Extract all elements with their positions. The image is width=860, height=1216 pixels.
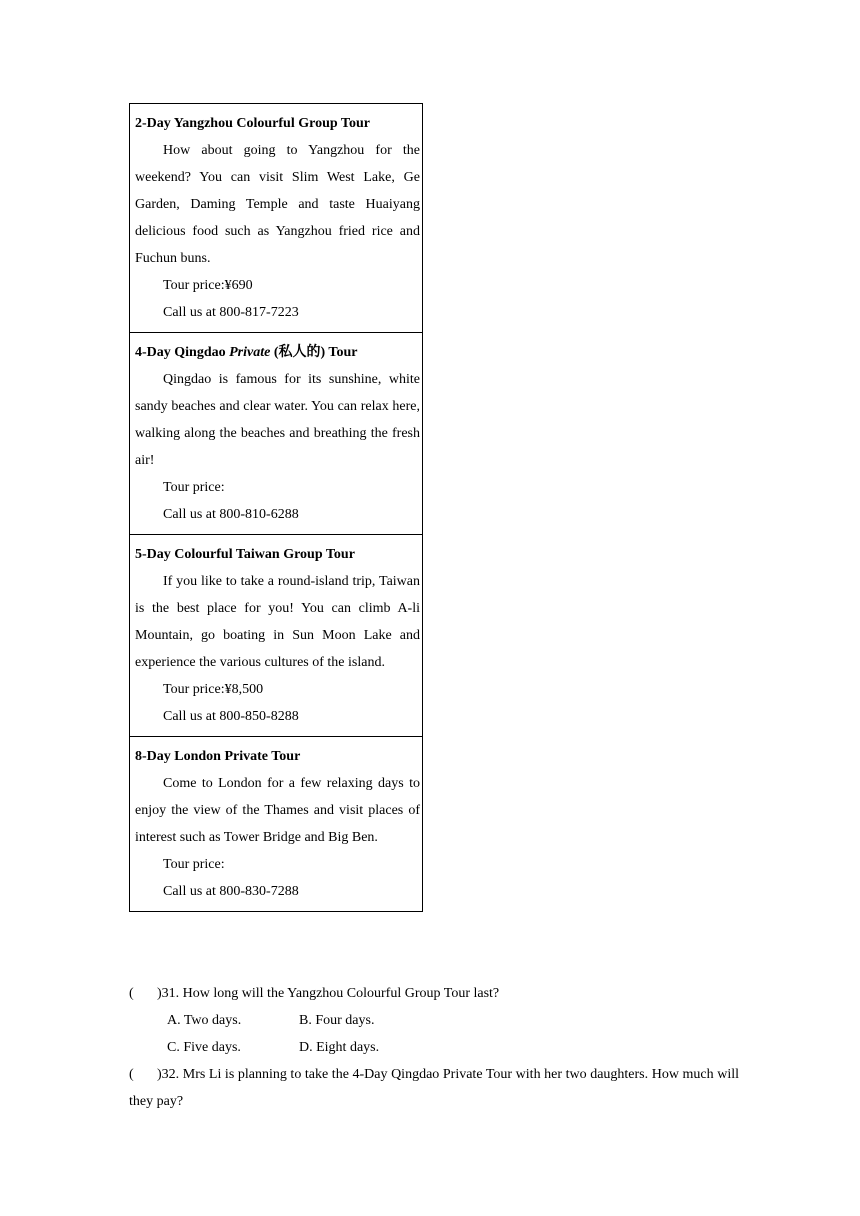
tour-title: 2-Day Yangzhou Colourful Group Tour [135, 116, 370, 131]
option-a: A. Two days. [167, 1013, 242, 1028]
options-row [129, 1007, 739, 1034]
tour-title-part2: (私人的) Tour [270, 345, 358, 360]
tour-title [135, 339, 420, 366]
tour-phone: Call us at 800-850-8288 [163, 709, 299, 724]
question-text: 31. How long will the Yangzhou Colourful Group Tour last? [161, 986, 500, 1001]
tour-cell-taiwan [130, 535, 423, 737]
tour-phone: Call us at 800-830-7288 [163, 884, 299, 899]
tour-phone: Call us at 800-810-6288 [163, 507, 299, 522]
options-row [129, 1034, 739, 1061]
tour-cell-london [130, 737, 423, 912]
option-d: D. Eight days. [299, 1040, 380, 1055]
answer-bracket[interactable]: ( [129, 986, 134, 1001]
answer-bracket-close: ) [157, 986, 162, 1001]
tour-row [130, 104, 423, 333]
tour-description: Come to London for a few relaxing days to enjoy the view of the Thames and visit places of interest such as Tower Bridge and Big Ben. [135, 776, 420, 845]
tour-row [130, 535, 423, 737]
tour-description: How about going to Yangzhou for the weekend? You can visit Slim West Lake, Ge Garden, Daming Temple and taste Huaiyang delicious food such as Yangzhou fried rice and Fuchun buns. [135, 143, 420, 266]
tour-row [130, 333, 423, 535]
tour-price: Tour price: [163, 480, 225, 495]
tour-cell-qingdao [130, 333, 423, 535]
answer-bracket-close: ) [157, 1067, 162, 1082]
tour-price: Tour price: [163, 857, 225, 872]
question-text: 32. Mrs Li is planning to take the 4-Day Qingdao Private Tour with her two daughters. How much will they pay? [129, 1067, 739, 1109]
questions-section [129, 980, 739, 1115]
tour-description: If you like to take a round-island trip, Taiwan is the best place for you! You can climb A-li Mountain, go boating in Sun Moon Lake and experience the various cultures of the island. [135, 574, 420, 670]
answer-bracket[interactable]: ( [129, 1067, 134, 1082]
tour-description: Qingdao is famous for its sunshine, white sandy beaches and clear water. You can relax here, walking along the beaches and breathing the fresh air! [135, 372, 420, 468]
option-c: C. Five days. [167, 1040, 241, 1055]
tour-title-part1: 4-Day Qingdao [135, 345, 230, 360]
question-31 [129, 980, 739, 1007]
tour-cell-yangzhou [130, 104, 423, 333]
question-32 [129, 1061, 739, 1115]
tour-title-italic: Private [229, 345, 271, 360]
tour-price: Tour price:¥8,500 [163, 682, 264, 697]
tour-price: Tour price:¥690 [163, 278, 253, 293]
option-b: B. Four days. [299, 1013, 375, 1028]
tour-title: 8-Day London Private Tour [135, 749, 301, 764]
tour-title: 5-Day Colourful Taiwan Group Tour [135, 547, 355, 562]
tour-row [130, 737, 423, 912]
tour-table [129, 103, 423, 912]
tour-phone: Call us at 800-817-7223 [163, 305, 299, 320]
